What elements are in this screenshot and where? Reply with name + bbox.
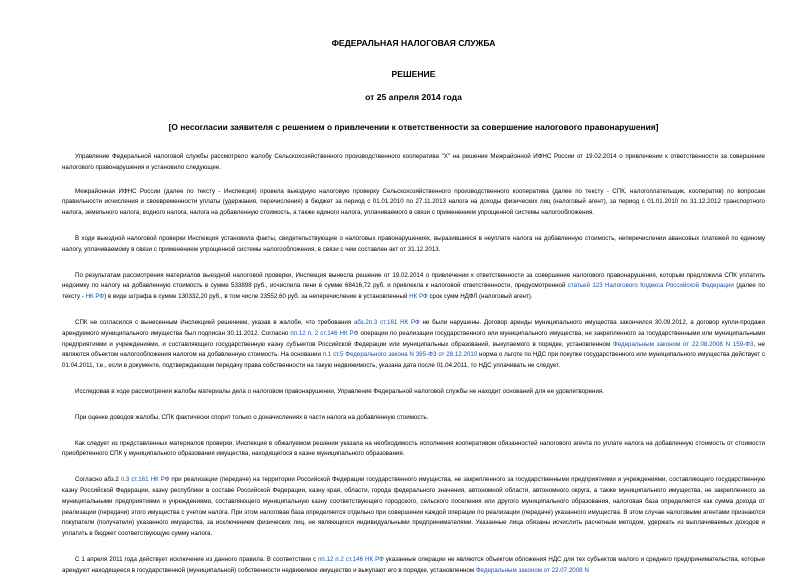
link-article-123[interactable]: статьей 123 Налогового Кодекса Российской Федерации — [567, 282, 734, 290]
text-fragment: норма о льготе по НДС при покупке государственного или муниципального имущества действует с 01.04.2011, т.е., если в документе, подтверждающем передачу права собственности на такую недвижимость, указана дата после 01.04.2011, то НДС уплачивать не следует. — [62, 351, 765, 370]
link-law-159fz[interactable]: Федеральным законом от 22.08.2008 N 159-ФЗ — [612, 340, 754, 348]
link-nk-rf[interactable]: НК РФ — [409, 293, 428, 301]
paragraph-inspection: Межрайонная ИФНС России (далее по тексту - Инспекция) провела выездную налоговую проверку Сельскохозяйственного производственного кооператива (далее по тексту - СПК, налогоплательщик, кооператив) по вопросам правильности исчисления и своевременности уплаты (удержания, перечисления) в бюджет за период с 01.01.2010 по 27.11.2013 налога на доходы физических лиц (налоговый агент), за период с 01.01.2010 по 31.12.2012 транспортного налога, земельного налога, водного налога, налога на добавленную стоимость, а также единого налога, уплачиваемого в связи с применением упрощенной системы налогообложения. — [62, 187, 765, 217]
paragraph-art161 — [62, 475, 765, 540]
agency-title: ФЕДЕРАЛЬНАЯ НАЛОГОВАЯ СЛУЖБА — [331, 38, 496, 48]
link-p3-st161[interactable]: п.3 ст.161 НК РФ — [368, 318, 420, 326]
paragraph-intro: Управление Федеральной налоговой службы рассмотрело жалобу Сельскохозяйственного производственного кооператива "Х" на решение Межрайонной ИФНС России от 19.02.2014 о привлечении к ответственности за совершение налогового правонарушения и установило следующее. — [62, 153, 765, 171]
paragraph-decision — [62, 271, 765, 303]
text-fragment: операции по реализации государственного или муниципального имущества, не закрепленного за государственными или муниципальными предприятиями и учреждениями, и составляющего государственную казну субъектов Российской Федерации или муниципальных образований, выкупаемого в порядке, установленном — [62, 329, 766, 348]
link-p3-st161[interactable]: п.3 ст.161 НК РФ — [120, 476, 170, 484]
document-type: РЕШЕНИЕ — [391, 69, 436, 79]
link-law-159fz[interactable]: Федеральным законом от 22.07.2008 N — [475, 566, 589, 574]
document-body — [62, 152, 765, 577]
text-fragment: Согласно абз.2 — [75, 476, 121, 484]
link-pp12-st146[interactable]: пп.12 п.2 ст.146 НК РФ — [318, 555, 384, 563]
paragraph-findings: В ходе выездной налоговой проверки Инспекция установила факты, свидетельствующие о налоговых правонарушениях, выразившиеся в неуплате налога на добавленную стоимость, неперечислении авансовых платежей по единому налогу, уплачиваемому в связи с применением упрощенной системы налогообложения, в связи с чем составлен акт от 31.12.2013. — [62, 234, 765, 253]
text-fragment: , не являются объектом налогообложения налогом на добавленную стоимость. На основании — [62, 340, 766, 359]
text-fragment: ) в виде штрафа в сумме 130332,20 руб., в том числе 23552,60 руб. за неперечисление в установленный — [104, 293, 410, 301]
text-fragment: срок сумм НДФЛ (налоговый агент). — [427, 293, 533, 301]
text-fragment: С 1 апреля 2011 года действует исключение из данного правила. В соответствии с — [75, 555, 319, 563]
paragraph-objection — [62, 318, 765, 372]
link-nk-rf[interactable]: НК РФ — [85, 293, 105, 301]
link-law-395fz[interactable]: п.1 ст.5 Федерального закона N 395-ФЗ от 28.12.2010 — [322, 351, 478, 359]
text-fragment: при реализации (передаче) на территории Российской Федерации государственного имущества, не закрепленного за государственными предприятиями и учреждениями, составляющего государственную казну Российской Федерации, казну республики в составе Российской Федерации, казну края, области, города федерального значения, автономной области, автономного округа, а также муниципального имущества, не закрепленного за муниципальными предприятиями и учреждениями, составляющего муниципальную казну соответствующего городского, сельского поселения или другого муниципального образования, налоговая база определяется как сумма дохода от реализации (передачи) этого имущества с учетом налога. При этом налоговая база определяется отдельно при совершении каждой операции по реализации (передаче) указанного имущества. В этом случае налоговыми агентами признаются покупатели (получатели) указанного имущества, за исключением физических лиц, не являющихся индивидуальными предпринимателями. Указанные лица обязаны исчислить расчетным методом, удержать из выплачиваемых доходов и уплатить в бюджет соответствующую сумму налога. — [62, 476, 765, 538]
text-fragment: СПК не согласился с вынесенным Инспекцией решением, указав в жалобе, что требования — [75, 318, 354, 326]
document-date: от 25 апреля 2014 года — [365, 92, 462, 102]
link-abz-2[interactable]: абз.2 — [353, 318, 369, 326]
text-fragment: не были нарушены. Договор аренды муниципального имущества закончился 30.09.2012, а договор купли-продажи арендуемого муниципального имущества был подписан 30.11.2012. Согласно — [62, 318, 766, 337]
link-pp12-st146[interactable]: пп.12 п. 2 ст.146 НК РФ — [290, 329, 359, 337]
paragraph-review: Исследовав в ходе рассмотрения жалобы материалы дела о налоговом правонарушении, Управление Федеральной налоговой службы не находит оснований для ее удовлетворения. — [75, 387, 605, 395]
paragraph-assessment: При оценке доводов жалобы, СПК фактически спорит только о доначислениях в части налога на добавленную стоимость. — [75, 413, 429, 421]
document-subject: [О несогласии заявителя с решением о привлечении к ответственности за совершение налогового правонарушения] — [168, 122, 659, 132]
paragraph-materials: Как следует из представленных материалов проверки, Инспекция в обжалуемом решении указала на необходимость исполнения кооперативом обязанностей налогового агента по уплате налога на добавленную стоимость от стоимости приобретенного СПК у муниципального образования имущества, находящегося в казне муниципального образования. — [62, 439, 765, 458]
text-fragment: (далее по тексту - — [62, 282, 765, 301]
text-fragment: По результатам рассмотрения материалов выездной налоговой проверки, Инспекция вынесла решение от 19.02.2014 о привлечении к ответственности за совершение налогового правонарушения, которым предложила СПК уплатить недоимку по налогу на добавленную стоимость в сумме 533898 руб., исчислила пени в сумме 68416,72 руб. и привлекла к налоговой ответственности, предусмотренной — [62, 271, 765, 290]
text-fragment: указанные операции не являются объектом обложения НДС для тех субъектов малого и среднего предпринимательства, которые арендуют находящееся в государственной (муниципальной) собственности недвижимое имущество и выкупают его в порядке, установленном — [62, 555, 765, 574]
paragraph-exception — [62, 555, 765, 577]
